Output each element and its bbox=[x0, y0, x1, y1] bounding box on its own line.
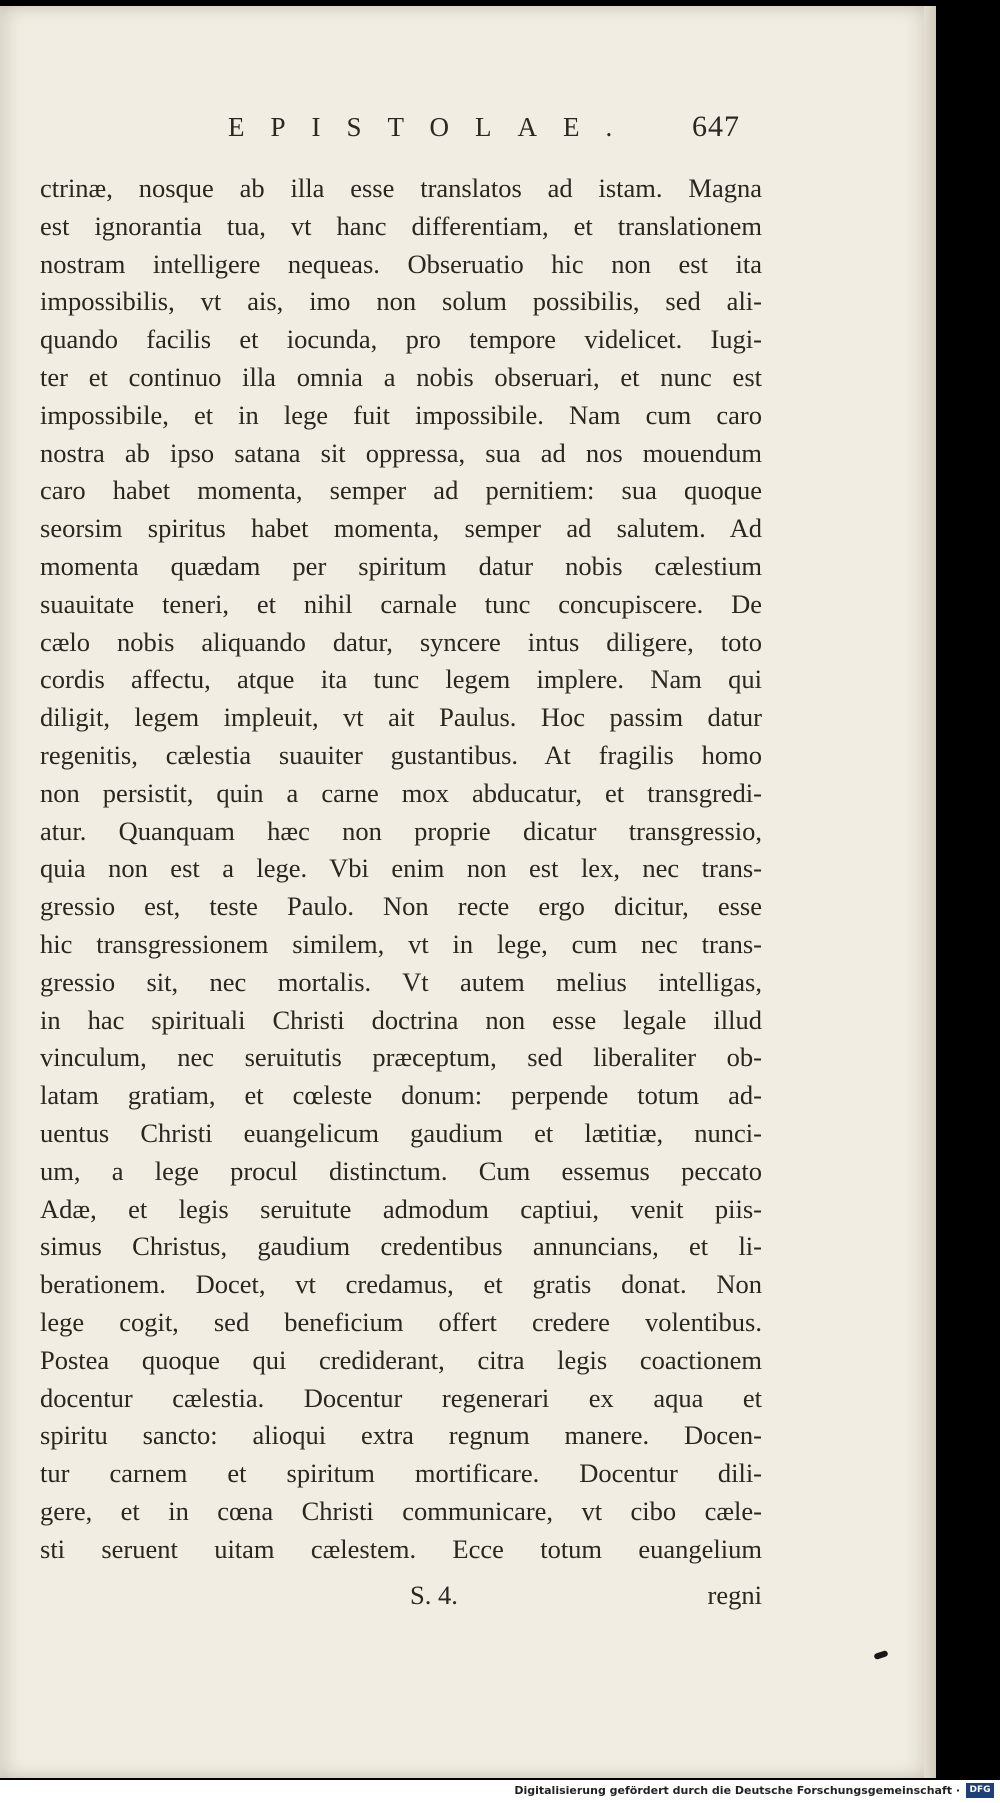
text-line: impossibilis, vt ais, imo non solum possibilis, sed ali- bbox=[40, 286, 762, 317]
text-line: atur. Quanquam hæc non proprie dicatur transgressio, bbox=[40, 815, 762, 846]
text-line: vinculum, nec seruitutis præceptum, sed liberaliter ob- bbox=[40, 1042, 762, 1073]
signature-mark: S. 4. bbox=[410, 1580, 458, 1610]
text-line: sti seruent uitam cælestem. Ecce totum euangelium bbox=[40, 1533, 762, 1564]
text-line: gressio est, teste Paulo. Non recte ergo dicitur, esse bbox=[40, 891, 762, 922]
text-line: diligit, legem impleuit, vt ait Paulus. Hoc passim datur bbox=[40, 702, 762, 733]
running-title: EPISTOLAE. bbox=[228, 112, 639, 142]
text-line: seorsim spiritus habet momenta, semper ad salutem. Ad bbox=[40, 513, 762, 544]
text-line: um, a lege procul distinctum. Cum essemus peccato bbox=[40, 1155, 762, 1186]
text-line: ctrinæ, nosque ab illa esse translatos ad istam. Magna bbox=[40, 173, 762, 203]
text-line: lege cogit, sed beneficium offert credere volentibus. bbox=[40, 1306, 762, 1337]
text-line: gere, et in cœna Christi communicare, vt cibo cæle- bbox=[40, 1495, 762, 1526]
catchword: regni bbox=[707, 1580, 762, 1610]
text-line: Postea quoque qui crediderant, citra legis coactionem bbox=[40, 1344, 762, 1375]
text-line: in hac spirituali Christi doctrina non esse legale illud bbox=[40, 1004, 762, 1035]
text-line: Adæ, et legis seruitute admodum captiui, venit piis- bbox=[40, 1193, 762, 1224]
text-line: latam gratiam, et cœleste donum: perpende totum ad- bbox=[40, 1080, 762, 1111]
text-line: cælo nobis aliquando datur, syncere intus diligere, toto bbox=[40, 626, 762, 657]
text-line: nostram intelligere nequeas. Obseruatio hic non est ita bbox=[40, 248, 762, 279]
text-line: momenta quædam per spiritum datur nobis cælestium bbox=[40, 550, 762, 581]
text-line: est ignorantia tua, vt hanc differentiam, et translationem bbox=[40, 210, 762, 241]
text-line: spiritu sancto: alioqui extra regnum manere. Docen- bbox=[40, 1420, 762, 1451]
text-line: nostra ab ipso satana sit oppressa, sua ad nos mouendum bbox=[40, 437, 762, 468]
page-edge bbox=[924, 6, 936, 1778]
page-footer bbox=[40, 1580, 762, 1620]
text-line: caro habet momenta, semper ad pernitiem: sua quoque bbox=[40, 475, 762, 506]
text-line: quia non est a lege. Vbi enim non est lex, nec trans- bbox=[40, 853, 762, 884]
body-text bbox=[40, 170, 762, 1568]
text-line: ter et continuo illa omnia a nobis obseruari, et nunc est bbox=[40, 361, 762, 392]
credit-bar bbox=[0, 1780, 1000, 1803]
text-line: simus Christus, gaudium credentibus annuncians, et li- bbox=[40, 1231, 762, 1262]
text-line: tur carnem et spiritum mortificare. Docentur dili- bbox=[40, 1458, 762, 1489]
page-number: 647 bbox=[692, 110, 740, 143]
text-line: hic transgressionem similem, vt in lege, cum nec trans- bbox=[40, 928, 762, 959]
text-line: gressio sit, nec mortalis. Vt autem melius intelligas, bbox=[40, 966, 762, 997]
text-line: quando facilis et iocunda, pro tempore videlicet. Iugi- bbox=[40, 324, 762, 355]
text-line: regenitis, cælestia suauiter gustantibus. At fragilis homo bbox=[40, 739, 762, 770]
text-line: non persistit, quin a carne mox abducatur, et transgredi- bbox=[40, 777, 762, 808]
dfg-logo: DFG bbox=[966, 1783, 994, 1798]
text-line: uentus Christi euangelicum gaudium et lætitiæ, nunci- bbox=[40, 1117, 762, 1148]
text-line: cordis affectu, atque ita tunc legem implere. Nam qui bbox=[40, 664, 762, 695]
text-line: impossibile, et in lege fuit impossibile. Nam cum caro bbox=[40, 399, 762, 430]
funding-credit: Digitalisierung gefördert durch die Deutsche Forschungsgemeinschaft · bbox=[514, 1784, 960, 1797]
text-line: docentur cælestia. Docentur regenerari ex aqua et bbox=[40, 1382, 762, 1413]
text-line: suauitate teneri, et nihil carnale tunc concupiscere. De bbox=[40, 588, 762, 619]
text-line: berationem. Docet, vt credamus, et gratis donat. Non bbox=[40, 1269, 762, 1300]
